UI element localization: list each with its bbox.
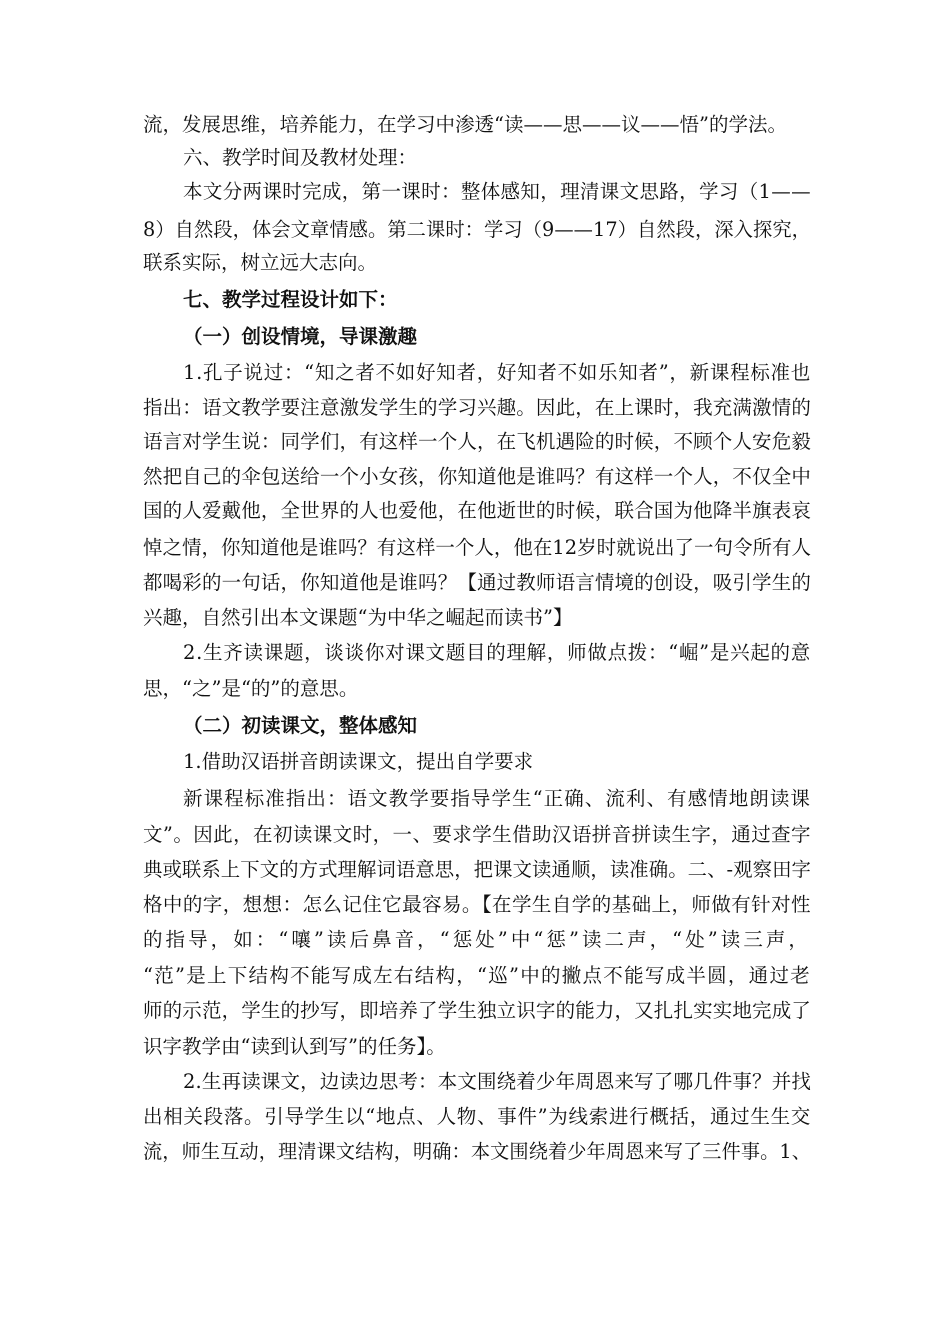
text-line: “范”是上下结构不能写成左右结构，“巡”中的撇点不能写成半圆，通过老 — [143, 964, 811, 987]
text-line: 典或联系上下文的方式理解词语意思，把课文读通顺，读准确。二、-观察田字 — [143, 858, 811, 881]
text-line: 本文分两课时完成，第一课时：整体感知，理清课文思路，学习（1—— — [183, 180, 811, 203]
text-line: 2.生齐读课题，谈谈你对课文题目的理解，师做点拨：“崛”是兴起的意 — [183, 641, 811, 664]
text-line: 思，“之”是“的”的意思。 — [143, 677, 359, 700]
text-line: 六、教学时间及教材处理： — [183, 146, 418, 169]
text-line: 都喝彩的一句话，你知道他是谁吗？【通过教师语言情境的创设，吸引学生的 — [143, 571, 811, 594]
text-line: 8）自然段，体会文章情感。第二课时：学习（9——17）自然段，深入探究， — [143, 218, 811, 241]
text-line: 文”。因此，在初读课文时，一、要求学生借助汉语拼音拼读生字，通过查字 — [143, 823, 811, 846]
text-line: 悼之情，你知道他是谁吗？有这样一个人，他在12岁时就说出了一句令所有人 — [143, 536, 811, 559]
text-line: 指出：语文教学要注意激发学生的学习兴趣。因此，在上课时，我充满激情的 — [143, 396, 811, 419]
text-line: 联系实际，树立远大志向。 — [143, 251, 378, 274]
text-line: 然把自己的伞包送给一个小女孩，你知道他是谁吗？有这样一个人，不仅全中 — [143, 465, 811, 488]
text-line: 识字教学由“读到认到写”的任务】。 — [143, 1035, 446, 1058]
text-line: 1.孔子说过：“知之者不如好知者，好知者不如乐知者”，新课程标准也 — [183, 361, 811, 384]
text-line: 1.借助汉语拼音朗读课文，提出自学要求 — [183, 750, 534, 773]
text-line: 国的人爱戴他，全世界的人也爱他，在他逝世的时候，联合国为他降半旗表哀 — [143, 499, 811, 522]
section-heading: （一）创设情境，导课激趣 — [183, 325, 418, 348]
text-line: 格中的字，想想：怎么记住它最容易。【在学生自学的基础上，师做有针对性 — [143, 893, 811, 916]
section-heading: 七、教学过程设计如下： — [183, 288, 398, 311]
text-line: 2.生再读课文，边读边思考：本文围绕着少年周恩来写了哪几件事？并找 — [183, 1070, 811, 1093]
text-line: 师的示范，学生的抄写，即培养了学生独立识字的能力，又扎扎实实地完成了 — [143, 999, 811, 1022]
text-line: 流，发展思维，培养能力，在学习中渗透“读——思——议——悟”的学法。 — [143, 113, 787, 136]
text-line: 新课程标准指出：语文教学要指导学生“正确、流利、有感情地朗读课 — [183, 787, 811, 810]
text-line: 流，师生互动，理清课文结构，明确：本文围绕着少年周恩来写了三件事。1、 — [143, 1140, 811, 1163]
text-line: 出相关段落。引导学生以“地点、人物、事件”为线索进行概括，通过生生交 — [143, 1105, 811, 1128]
text-line: 的指导，如：“嚷”读后鼻音，“惩处”中“惩”读二声，“处”读三声， — [143, 928, 811, 951]
section-heading: （二）初读课文，整体感知 — [183, 714, 418, 737]
text-line: 语言对学生说：同学们，有这样一个人，在飞机遇险的时候，不顾个人安危毅 — [143, 430, 811, 453]
text-line: 兴趣，自然引出本文课题“为中华之崛起而读书”】 — [143, 606, 573, 629]
